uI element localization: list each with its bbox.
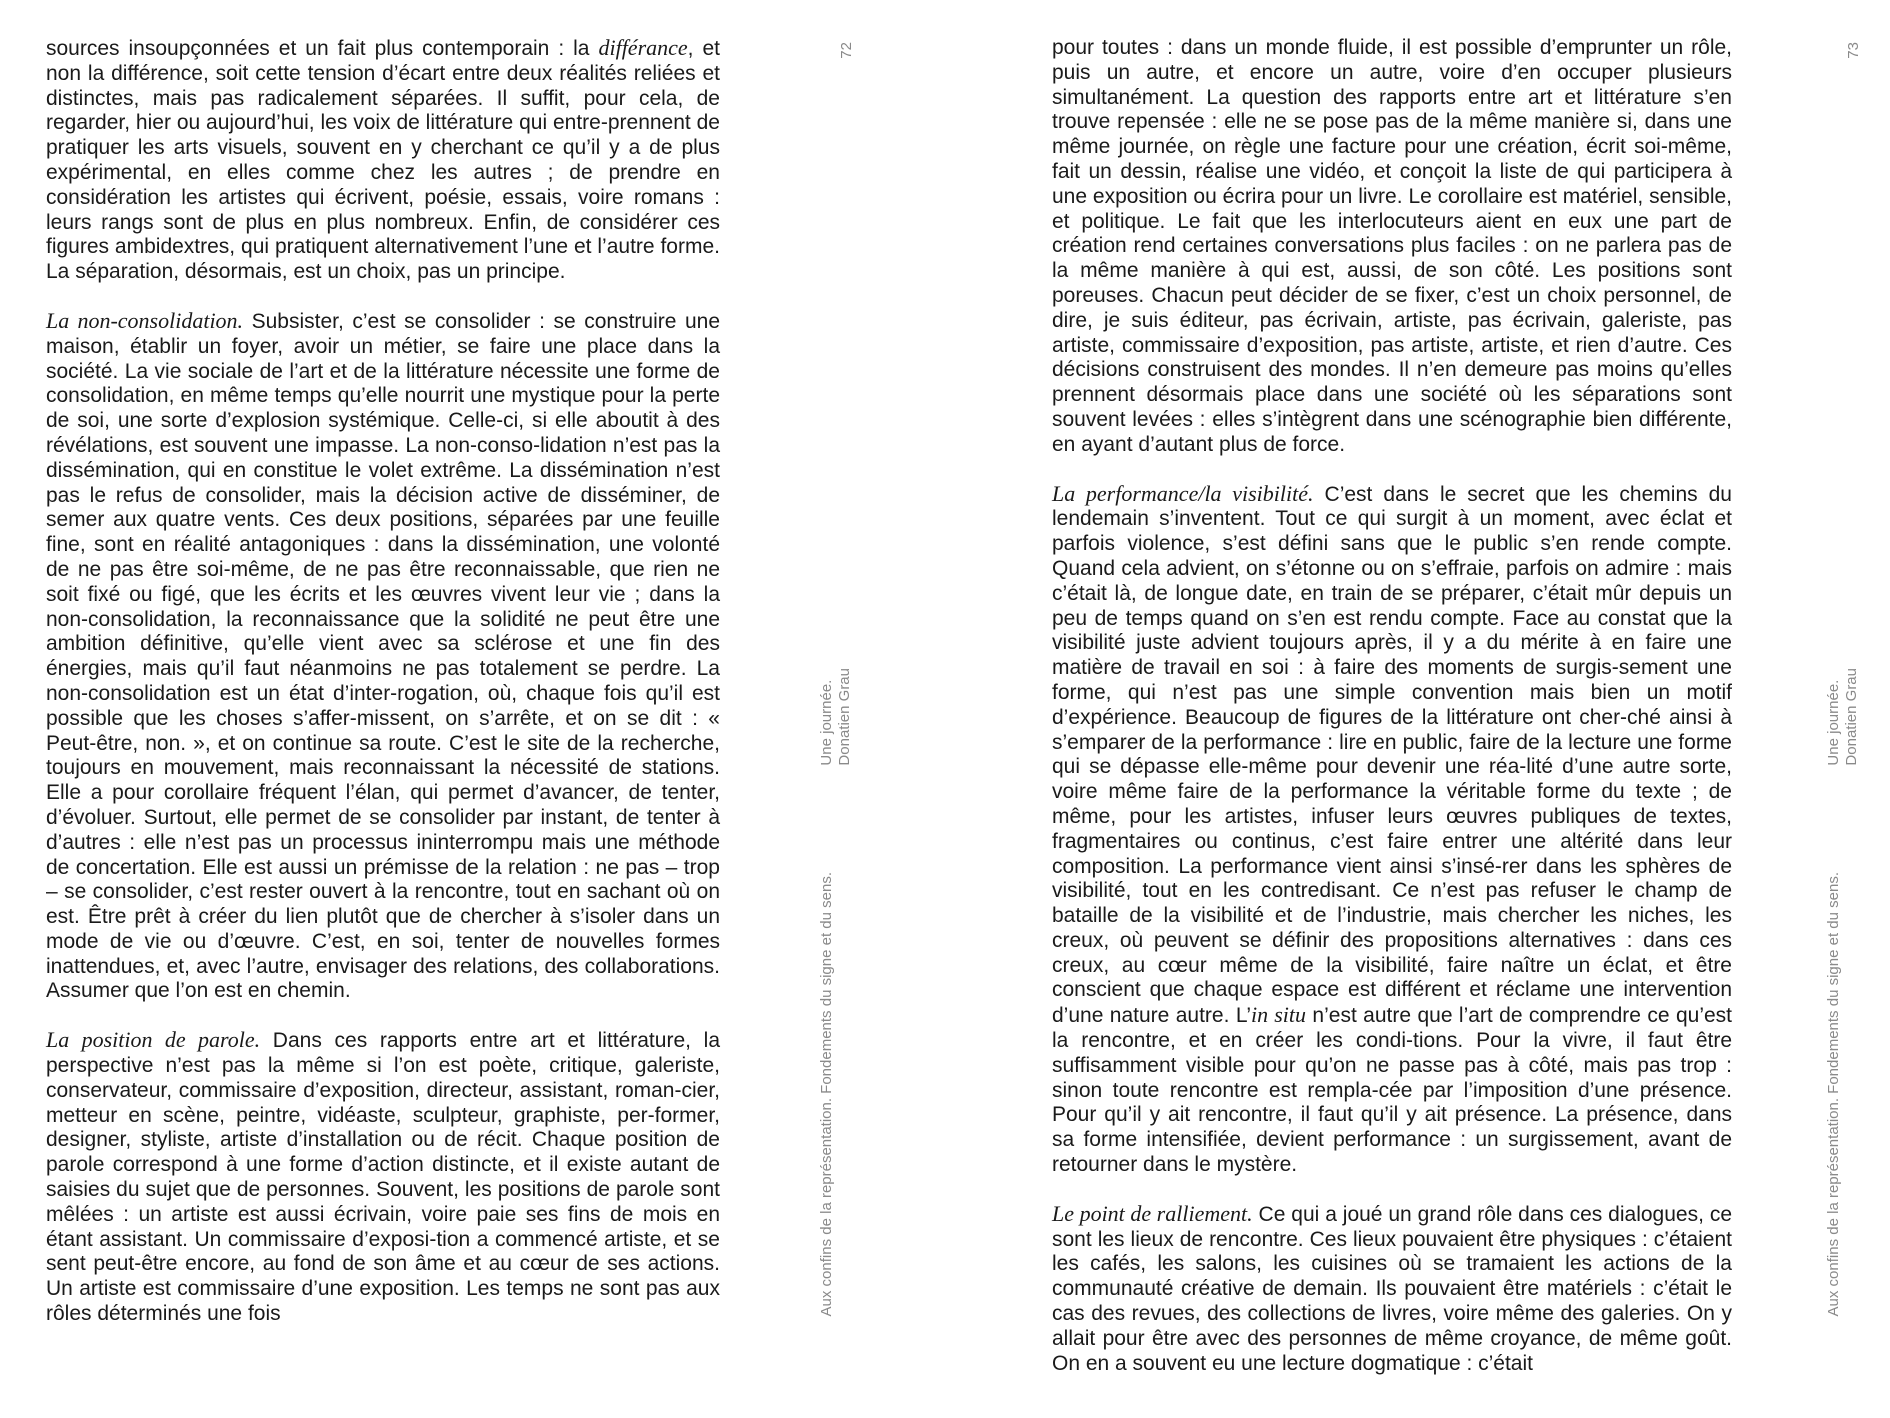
paragraph-text: sources insoupçonnées et un fait plus contemporain : la xyxy=(46,37,599,60)
running-title-line: Une journée. xyxy=(818,679,835,766)
paragraph-text: n’est autre que l’art de comprendre ce qu’est la rencontre, et en créer les condi-tions. Pour la vivre, il faut être suffisamment visible pour qu’on ne passe pas à côté, mais pas trop : sinon toute rencontre est rempla-cée par l’imposition d’une présence. Pour qu’il y ait rencontre, il faut qu’il y ait présence. La présence, dans sa forme intensifiée, devient performance : un surgissement, avant de retourner dans le mystère. xyxy=(1052,1004,1732,1177)
section-title: Aux confins de la représentation. Fondements du signe et du sens. xyxy=(818,872,835,1317)
paragraph-point-de-ralliement xyxy=(1052,1202,1732,1377)
paragraph-intro xyxy=(46,36,720,285)
right-text-column xyxy=(1052,36,1732,1400)
running-title-line: Une journée. xyxy=(1825,679,1842,766)
paragraph-position-de-parole xyxy=(46,1028,720,1327)
paragraph-continuation: pour toutes : dans un monde fluide, il est possible d’emprunter un rôle, puis un autre, et encore un autre, voire d’en occuper plusieurs simultanément. La question des rapports entre art et littérature s’en trouve repensée : elle ne se pose pas de la même manière si, dans une même journée, on règle une facture pour une création, écrit soi-même, fait un dessin, réalise une vidéo, et conçoit la liste de qui participera à une exposition ou écrira pour un livre. Le corollaire est matériel, sensible, et politique. Le fait que les interlocuteurs aient en eux une part de création rend certaines conversations plus faciles : on ne parlera pas de la même manière à qui est, aussi, de son côté. Les positions sont poreuses. Chacun peut décider de se fixer, c’est un choix personnel, de dire, je suis éditeur, pas écrivain, artiste, pas écrivain, galeriste, pas artiste, commissaire d’exposition, pas artiste, artiste, et rien d’autre. Ces décisions construisent des mondes. Il n’en demeure pas moins qu’elles prennent désormais place dans une société où les séparations sont souvent levées : elles s’intègrent dans une scénographie bien différente, en ayant d’autant plus de force. xyxy=(1052,36,1732,456)
italic-term: différance xyxy=(598,35,688,60)
page-number: 72 xyxy=(838,42,855,59)
running-title xyxy=(1825,668,1861,766)
paragraph-heading: La non-consolidation. xyxy=(46,307,244,333)
paragraph-text: Ce qui a joué un grand rôle dans ces dialogues, ce sont les lieux de rencontre. Ces lieux pouvaient être physiques : c’étaient les cafés, les salons, les cuisines où se tramaient les actions de la communauté créative de demain. Ils pouvaient être matériels : c’était le cas des revues, des collections de livres, voire même des galeries. On y allait pour être avec des personnes de même croyance, de même goût. On en a souvent eu une lecture dogmatique : c’était xyxy=(1052,1202,1733,1375)
paragraph-performance xyxy=(1052,482,1732,1178)
running-author-line: Donatien Grau xyxy=(1843,668,1860,766)
paragraph-heading: La performance/la visibilité. xyxy=(1052,480,1314,506)
italic-term: in situ xyxy=(1251,1002,1307,1028)
paragraph-heading: La position de parole. xyxy=(46,1027,261,1053)
paragraph-heading: Le point de ralliement. xyxy=(1052,1200,1253,1226)
running-author-line: Donatien Grau xyxy=(836,668,853,766)
paragraph-text: Subsister, c’est se consolider : se construire une maison, établir un foyer, avoir un métier, se faire une place dans la société. La vie sociale de l’art et de la littérature nécessite une forme de consolidation, en même temps qu’elle nourrit une mystique pour la perte de soi, une sorte d’explosion systémique. Celle-ci, si elle aboutit à des révélations, est souvent une impasse. La non-conso-lidation n’est pas la dissémination, qui en constitue le volet extrême. La dissémination n’est pas le refus de consolider, mais la décision active de disséminer, de semer aux quatre vents. Ces deux positions, séparées par une feuille fine, sont en réalité antagoniques : dans la dissémination, une volonté de ne pas être soi-même, de ne pas être reconnaissable, que rien ne soit fixé ou figé, que les écrits et les œuvres vivent leur vie ; dans la non-consolidation, la reconnaissance que la solidité ne peut être une ambition définitive, qu’elle vient avec sa sclérose et une fin des énergies, mais qu’il faut néanmoins ne pas totalement se perdre. La non-consolidation est un état d’inter-rogation, où, chaque fois qu’il est possible que les choses s’affer-missent, on s’arrête, et on se dit : « Peut-être, non. », et on continue sa route. C’est le site de la recherche, toujours en mouvement, mais reconnaissant la nécessité de stations. Elle a pour corollaire fréquent l’élan, qui permet d’avancer, de tenter, d’évoluer. Surtout, elle permet de se consolider par instant, de tenter à d’autres : elle n’est pas un processus ininterrompu mais une méthode de concertation. Elle est aussi un prémisse de la relation : ne pas – trop – se consolider, c’est rester ouvert à la rencontre, tout en sachant où on est. Être prêt à créer du lien plutôt que de chercher à s’isoler dans un mode de vie ou d’œuvre. C’est, en soi, tenter de nouvelles formes inattendues, et, avec l’autre, envisager des relations, des collaborations. Assumer que l’on est en chemin. xyxy=(46,309,720,1003)
page-number: 73 xyxy=(1845,42,1862,59)
paragraph-text: , et non la différence, soit cette tension d’écart entre deux réalités reliées et distinctes, mais pas radicalement séparées. Il suffit, pour cela, de regarder, hier ou aujourd’hui, les voix de littérature qui entre-prennent de pratiquer les arts visuels, souvent en y cherchant ce qu’il y a de plus expérimental, en elles comme chez les autres ; de prendre en considération les artistes qui écrivent, poésie, essais, voire romans : leurs rangs sont de plus en plus nombreux. Enfin, de considérer ces figures ambidextres, qui pratiquent alternativement l’une et l’autre forme. La séparation, désormais, est un choix, pas un principe. xyxy=(46,37,720,284)
right-page xyxy=(945,0,1890,1418)
paragraph-text: Dans ces rapports entre art et littérature, la perspective n’est pas la même si l’on est poète, critique, galeriste, conservateur, commissaire d’exposition, directeur, assistant, roman-cier, metteur en scène, peintre, vidéaste, sculpteur, graphiste, per-former, designer, styliste, artiste d’installation ou de récit. Chaque position de parole correspond à une forme d’action distincte, et il existe autant de saisies du sujet que de personnes. Souvent, les positions de parole sont mêlées : un artiste est aussi écrivain, voire paie ses fins de mois en étant assistant. Un commissaire d’exposi-tion a commencé artiste, et se sent peut-être encore, au fond de son âme et au cœur de ses actions. Un artiste est commissaire d’une exposition. Les temps ne sont pas aux rôles déterminés une fois xyxy=(46,1029,720,1326)
running-title xyxy=(818,668,854,766)
left-text-column xyxy=(46,36,720,1351)
section-title: Aux confins de la représentation. Fondements du signe et du sens. xyxy=(1825,872,1842,1317)
paragraph-text: C’est dans le secret que les chemins du lendemain s’inventent. Tout ce qui surgit à un moment, avec éclat et parfois violence, s’est défini sans que le public s’en rende compte. Quand cela advient, on s’étonne ou on s’effraie, parfois on admire : mais c’était là, de longue date, en train de se préparer, c’était mûr depuis un peu de temps quand on s’en est rendu compte. Face au constat que la visibilité juste advient toujours après, il y a du mérite à en faire une matière de travail en soi : à faire des moments de surgis-sement une forme, qui n’est pas une simple convention mais bien un motif d’expérience. Beaucoup de figures de la littérature ont cher-ché ainsi à s’emparer de la performance : lire en public, faire de la lecture une forme qui se dépasse elle-même pour devenir une réa-lité d’une autre sorte, voire même faire de la performance la véritable forme du texte ; de même, pour les artistes, infuser leurs œuvres publiques de textes, fragmentaires ou continus, c’est faire entrer une altérité dans leur composition. La performance vient ainsi s’insé-rer dans les sphères de visibilité, tout en les contredisant. Ce n’est pas refuser le champ de bataille de la visibilité et de l’industrie, mais chercher les niches, les creux, où peuvent se définir des propositions alternatives : dans ces creux, au cœur même de la visibilité, faire naître un éclat, et être conscient que chaque espace est différent et réclame une intervention d’une nature autre. L’ xyxy=(1052,482,1732,1028)
paragraph-non-consolidation xyxy=(46,309,720,1004)
